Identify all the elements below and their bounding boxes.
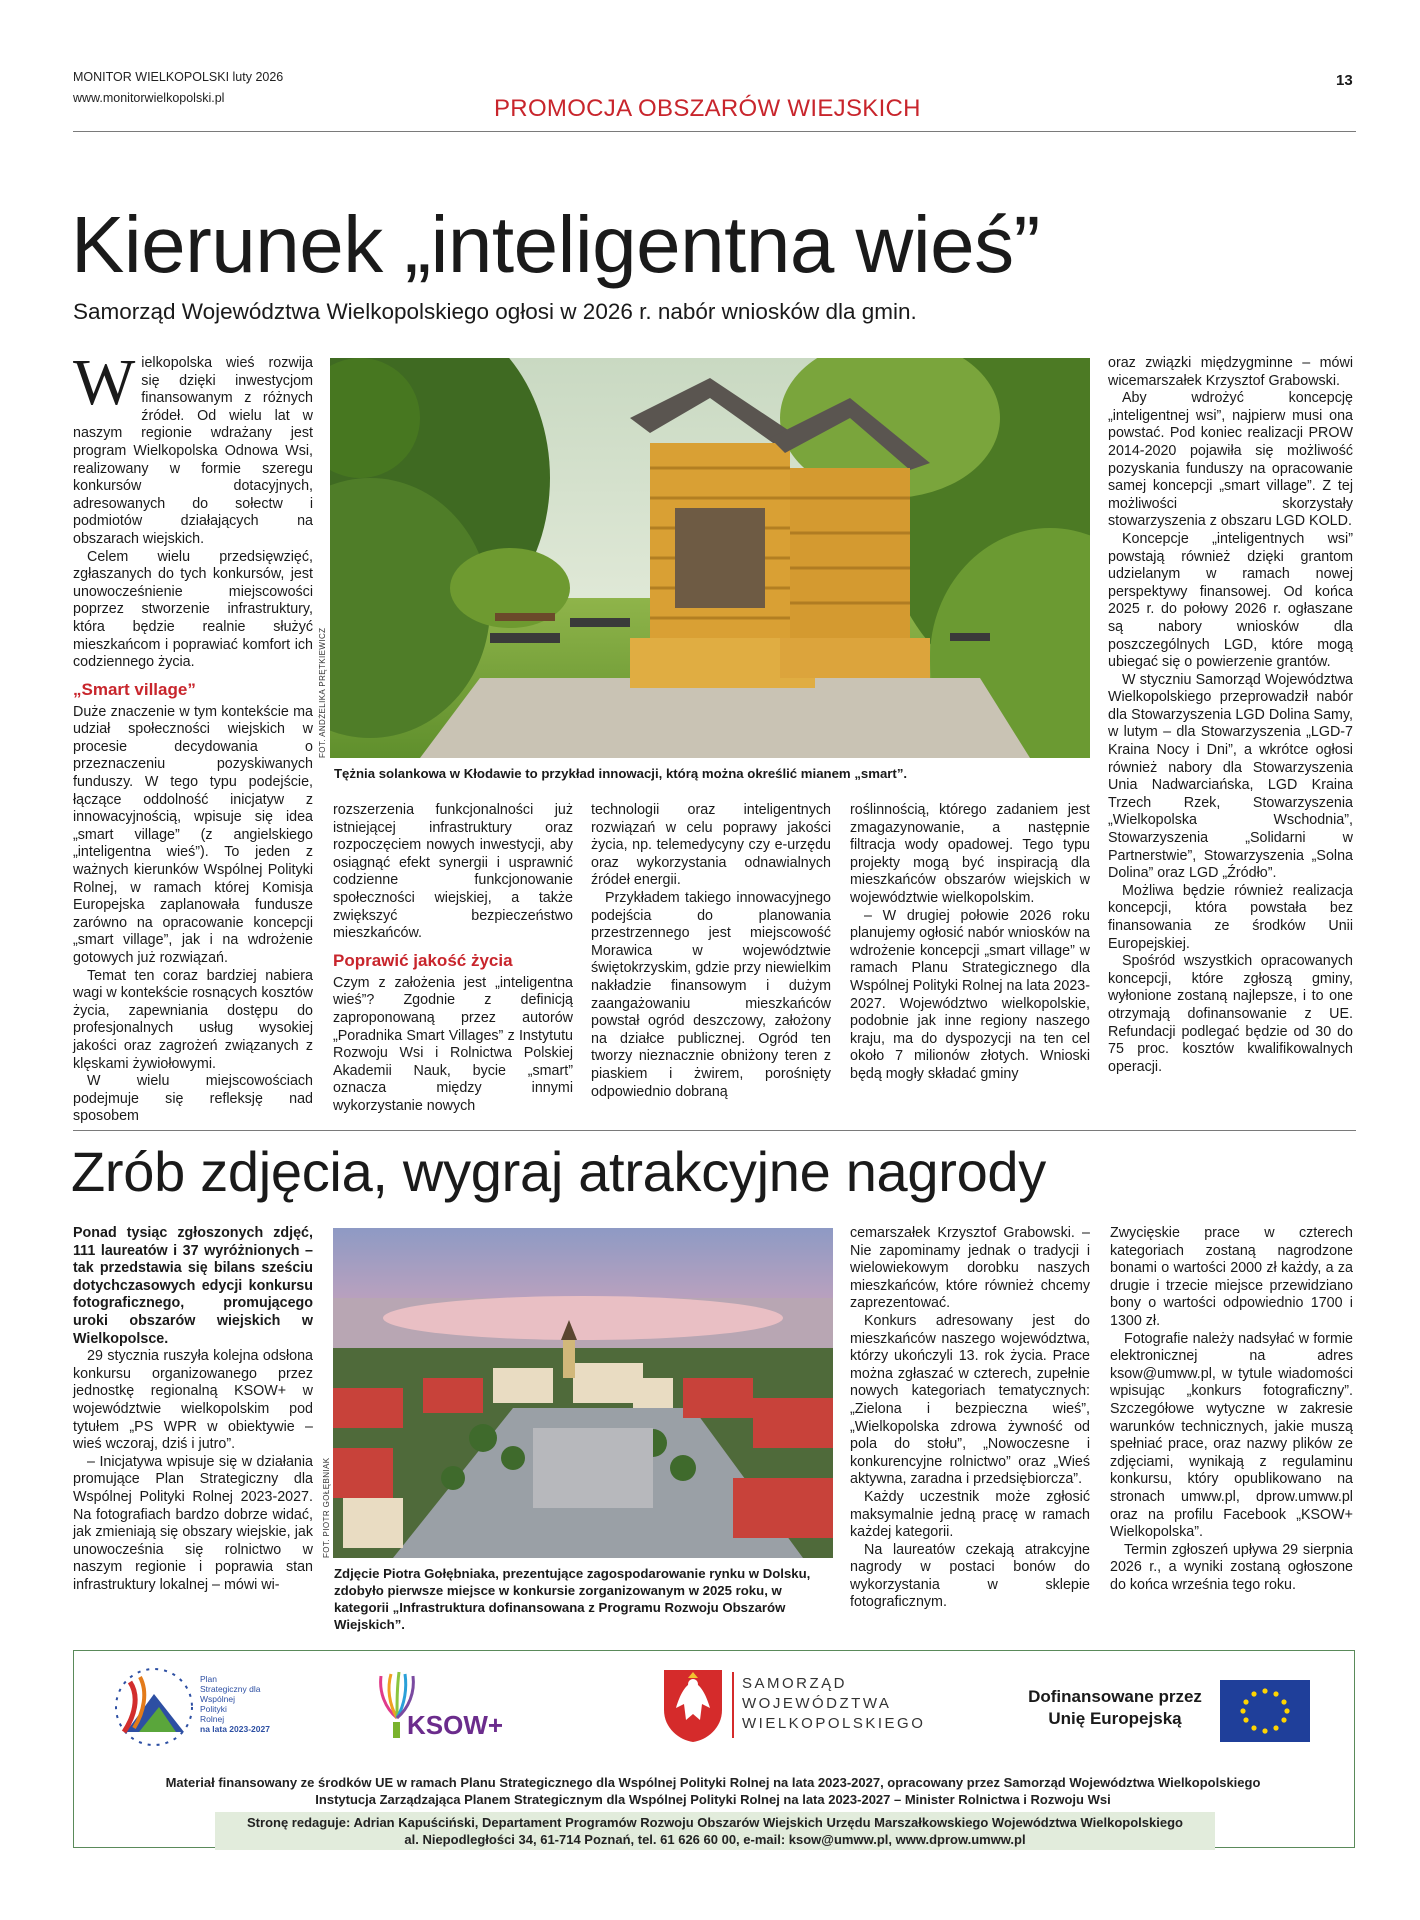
- paragraph: technologii oraz inteligentnych rozwiązań w celu poprawy jakości życia, np. telemedycyny czy e-urzędu oraz wykorzystania odnawialnych źródeł energii.: [591, 802, 831, 889]
- article1-column-3: [591, 802, 831, 1101]
- paragraph: oraz związki międzygminne – mówi wicemarszałek Krzysztof Grabowski.: [1108, 355, 1353, 389]
- section-title: PROMOCJA OBSZARÓW WIEJSKICH: [494, 95, 921, 122]
- article1-photo-credit: FOT. ANDŻELIKA PRĘTKIEWICZ: [318, 627, 327, 758]
- article2-column-4: [1110, 1225, 1353, 1594]
- funding-line: Instytucja Zarządzająca Planem Strategicznym dla Wspólnej Polityki Rolnej na lata 2023-2027 – Minister Rolnictwa i Rozwoju Wsi: [315, 1792, 1111, 1807]
- article2-column-1: [73, 1225, 313, 1594]
- editor-info-box: [215, 1812, 1215, 1850]
- article2-photo: [333, 1228, 833, 1558]
- logo-text-line: na lata 2023-2027: [200, 1724, 270, 1734]
- paragraph: Konkurs adresowany jest do mieszkańców naszego województwa, którzy ukończyli 13. rok życia. Prace można zgłaszać w czterech, zupełnie nowych kategoriach tematycznych: „Zielona i bezpieczna wieś”, „Wielkopolska zdrowa żywność od pola do stołu”, „Nowoczesne i konkurencyjne rolnictwo” oraz „Wieś aktywna, zaradna i przedsiębiorcza”.: [850, 1312, 1090, 1488]
- publication-website[interactable]: www.monitorwielkopolski.pl: [73, 91, 225, 105]
- logo-text-line: Plan: [200, 1674, 218, 1684]
- page-number: 13: [1336, 72, 1353, 89]
- paragraph: Koncepcje „inteligentnych wsi” powstają również dzięki grantom udzielanym w ramach nowej perspektywy finansowej. Od końca 2025 r. do połowy 2026 r. ogłaszane są nabory wniosków dla poszczególnych LGD, które mogą ubiegać się o powierzenie grantów.: [1108, 530, 1353, 671]
- ps-wpr-logo-icon: [104, 1662, 204, 1752]
- header-rule: [73, 131, 1356, 132]
- paragraph: 29 stycznia ruszyła kolejna odsłona konkursu organizowanego przez jednostkę regionalną KSOW+ w województwie wielkopolskim pod tytułem „PS WPR w obiektywie – wieś wczoraj, dziś i jutro”.: [73, 1348, 313, 1453]
- article-divider: [73, 1130, 1356, 1131]
- editor-line[interactable]: al. Niepodległości 34, 61-714 Poznań, tel. 61 626 60 00, e-mail: ksow@umww.pl, www.dprow.umww.pl: [404, 1832, 1026, 1847]
- funding-statement: [73, 1774, 1353, 1808]
- logo-divider: [732, 1672, 734, 1738]
- article1-column-2: [333, 802, 573, 1116]
- article2-photo-caption: Zdjęcie Piotra Gołębniaka, prezentujące zagospodarowanie rynku w Dolsku, zdobyło pierwsze miejsce w konkursie zorganizowanym w 2025 roku, w kategorii „Infrastruktura dofinansowana z Programu Rozwoju Obszarów Wiejskich”.: [334, 1566, 811, 1632]
- article1-photo-caption: Tężnia solankowa w Kłodawie to przykład innowacji, którą można określić mianem „smart”.: [334, 766, 908, 781]
- article1-photo: [330, 358, 1090, 758]
- paragraph: Każdy uczestnik może zgłosić maksymalnie jedną pracę w ramach każdej kategorii.: [850, 1488, 1090, 1541]
- article2-lead: Ponad tysiąc zgłoszonych zdjęć, 111 laureatów i 37 wyróżnionych – tak przedstawia się bilans sześciu dotychczasowych edycji konkursu fotograficznego, promującego uroki obszarów wiejskich w Wielkopolsce.: [73, 1225, 313, 1347]
- paragraph: Celem wielu przedsięwzięć, zgłaszanych do tych konkursów, jest unowocześnienie miejscowości poprzez stworzenie infrastruktury, która będzie realnie służyć mieszkańcom i poprawiać komfort ich codziennego życia.: [73, 548, 313, 671]
- paragraph: Fotografie należy nadsyłać w formie elektronicznej na adres ksow@umww.pl, w tytule wiadomości wpisując „konkurs fotograficzny”. Szczegółowe wytyczne w zakresie warunków technicznych, jakie muszą spełniać prace, oraz nazwy plików ze zdjęciami, wynikają z regulaminu konkursu, który opublikowano na stronach umww.pl, dprow.umww.pl oraz na profilu Facebook „KSOW+ Wielkopolska”.: [1110, 1330, 1353, 1541]
- ksow-logo-text: KSOW+: [407, 1710, 504, 1740]
- paragraph: Duże znaczenie w tym kontekście ma udział społeczności wiejskich w procesie decydowania o przeznaczeniu pozyskiwanych funduszy. W tego typu podejście, łączące oddolność inicjatyw z innowacyjnością, wpisuje się idea „smart village” (z angielskiego „inteligentna wieś”). To jeden z ważnych kierunków Wspólnej Polityki Rolnej, w ramach której Komisja Europejska zaplanowała fundusze zarówno na opracowanie koncepcji „smart village”, jak i na wdrożenie gotowych już rozwiązań.: [73, 703, 313, 966]
- paragraph: Czym z założenia jest „inteligentna wieś”? Zgodnie z definicją zaproponowaną przez autorów „Poradnika Smart Villages” z Instytutu Rozwoju Wsi i Rolnictwa Polskiej Akademii Nauk, bycie „smart” oznacza między innymi wykorzystanie nowych: [333, 974, 573, 1114]
- paragraph: W styczniu Samorząd Województwa Wielkopolskiego przeprowadził nabór dla Stowarzyszenia LGD Dolina Samy, w lutym – dla Stowarzyszenia „LGD-7 Kraina Nocy i Dni”, a wkrótce ogłosi również nabory dla Stowarzyszenia Unia Nadwarciańska, LGD Kraina Trzech Rzek, Stowarzyszenia „Wielkopolska Wschodnia”, Stowarzyszenia „Solidarni w Partnerstwie”, Stowarzyszenia „Solna Dolina” oraz LGD „Źródło”.: [1108, 671, 1353, 882]
- logo-text-line: Polityki: [200, 1704, 227, 1714]
- samorzad-logo: [662, 1668, 926, 1754]
- article2-column-3: [850, 1225, 1090, 1612]
- paragraph: Możliwa będzie również realizacja koncepcji, która powstała bez finansowania ze środków Unii Europejskiej.: [1108, 882, 1353, 952]
- paragraph: W wielu miejscowościach podejmuje się refleksję nad sposobem: [73, 1073, 313, 1125]
- coat-of-arms-icon: [662, 1668, 724, 1744]
- article1-lead: Samorząd Województwa Wielkopolskiego ogłosi w 2026 r. nabór wniosków dla gmin.: [73, 299, 917, 324]
- ps-wpr-logo-text: [200, 1674, 270, 1734]
- eu-logo: [1020, 1680, 1330, 1750]
- paragraph: Temat ten coraz bardziej nabiera wagi w kontekście rosnących kosztów życia, zapewniania dostępu do profesjonalnych usług wysokiej jakości oraz zagrożeń związanych z klęskami żywiołowymi.: [73, 967, 313, 1072]
- town-square-image: [333, 1228, 833, 1558]
- subheading-quality-of-life: Poprawić jakość życia: [333, 950, 513, 970]
- paragraph: Aby wdrożyć koncepcję „inteligentnej wsi”, najpierw musi ona powstać. Pod koniec realizacji PROW 2014-2020 pojawiła się możliwość pozyskania funduszy na opracowanie samej koncepcji „smart village”. Z tej możliwości skorzystały stowarzyszenia z obszaru LGD KOLD.: [1108, 390, 1353, 530]
- paragraph: roślinnością, którego zadaniem jest zmagazynowanie, a następnie filtracja wody opadowej. Tego typu projekty mogą być inspiracją dla mieszkańców obszarów wiejskich w województwie wielkopolskim.: [850, 802, 1090, 906]
- paragraph: Przykładem takiego innowacyjnego podejścia do planowania przestrzennego jest miejscowość Morawica w województwie świętokrzyskim, gdzie przy niewielkim nakładzie finansowym i dużym zaangażowaniu mieszkańców powstał ogród deszczowy, założony na działce publicznej. Ogród ten tworzy nieznacznie obniżony teren z piaskiem i żwirem, porośnięty odpowiednio dobraną: [591, 889, 831, 1100]
- article2-photo-credit: FOT. PIOTR GOŁĘBNIAK: [322, 1457, 331, 1558]
- eu-flag-icon: [1220, 1680, 1310, 1742]
- paragraph: Zwycięskie prace w czterech kategoriach zostaną nagrodzone bonami o wartości 2000 zł każdy, a za drugie i trzecie miejsce przewidziano bony o wartości odpowiednio 1700 i 1300 zł.: [1110, 1225, 1353, 1329]
- logo-text-line: SAMORZĄD: [742, 1675, 848, 1692]
- paragraph: – Inicjatywa wpisuje się w działania promujące Plan Strategiczny dla Wspólnej Polityki Rolnej 2023-2027. Na fotografiach bardzo dobrze widać, jak zmieniają się obszary wiejskie, jak unowocześnia się rolnictwo w naszym regionie i poprawia stan infrastruktury lokalnej – mówi wi-: [73, 1453, 313, 1593]
- logo-text-line: WIELKOPOLSKIEGO: [742, 1715, 926, 1732]
- logo-text-line: Wspólnej: [200, 1694, 235, 1704]
- eu-line: Unię Europejską: [1048, 1709, 1182, 1728]
- article1-column-5: [1108, 355, 1353, 1076]
- article1-column-4: [850, 802, 1090, 1084]
- eu-logo-text: [1020, 1686, 1210, 1730]
- ps-wpr-logo: [104, 1662, 294, 1752]
- graduation-tower-image: [330, 358, 1090, 758]
- editor-line: Stronę redaguje: Adrian Kapuściński, Departament Programów Rozwoju Obszarów Wiejskich Urzędu Marszałkowskiego Województwa Wielkopolskiego: [247, 1815, 1183, 1830]
- paragraph: ielkopolska wieś rozwija się dzięki inwestycjom finansowanym z różnych źródeł. Od wielu lat w naszym regionie wdrażany jest program Wielkopolska Odnowa Wsi, realizowany w formie szeregu konkursów dotacyjnych, adresowanych do sołectw i podmiotów działających na obszarach wiejskich.: [73, 355, 313, 547]
- funding-line: Materiał finansowany ze środków UE w ramach Planu Strategicznego dla Wspólnej Polityki Rolnej na lata 2023-2027, opracowany przez Samorząd Województwa Wielkopolskiego: [165, 1775, 1261, 1790]
- article1-title: Kierunek „inteligentna wieś”: [71, 200, 1040, 289]
- article2-title: Zrób zdjęcia, wygraj atrakcyjne nagrody: [71, 1140, 1046, 1203]
- eu-line: Dofinansowane przez: [1028, 1687, 1202, 1706]
- subheading-smart-village: „Smart village”: [73, 679, 196, 699]
- logo-text-line: Rolnej: [200, 1714, 225, 1724]
- dropcap: W: [73, 346, 136, 419]
- paragraph: Spośród wszystkich opracowanych koncepcji, które zgłoszą gminy, wyłonione zostaną najlepsze, i to one otrzymają dofinansowanie z UE. Refundacji podlegać będzie od 30 do 75 proc. kosztów kwalifikowalnych operacji.: [1108, 953, 1353, 1075]
- article1-column-1: [73, 346, 313, 1126]
- paragraph: – W drugiej połowie 2026 roku planujemy ogłosić nabór wniosków na wdrożenie koncepcji „smart village” w ramach Planu Strategicznego dla Wspólnej Polityki Rolnej na lata 2023-2027. Województwo wielkopolskie, podobnie jak inne regiony naszego kraju, ma do dyspozycji na ten cel około 7 milionów złotych. Wnioski będą mogły składać gminy: [850, 907, 1091, 1082]
- paragraph: Na laureatów czekają atrakcyjne nagrody w postaci bonów do wykorzystania w sklepie fotograficznym.: [850, 1541, 1090, 1611]
- logo-text-line: Strategiczny dla: [200, 1684, 261, 1694]
- samorzad-logo-text: [742, 1674, 925, 1734]
- publication-name: MONITOR WIELKOPOLSKI luty 2026: [73, 70, 284, 84]
- paragraph: Termin zgłoszeń upływa 29 sierpnia 2026 r., a wyniki zostaną ogłoszone do końca września tego roku.: [1110, 1541, 1353, 1593]
- paragraph: cemarszałek Krzysztof Grabowski. – Nie zapominamy jednak o tradycji i wielowiekowym dorobku naszych mieszkańców, które również chcemy zaprezentować.: [850, 1225, 1090, 1312]
- paragraph: rozszerzenia funkcjonalności już istniejącej infrastruktury oraz rozpoczęciem nowych inwestycji, aby osiągnąć efekt synergii i usprawnić codzienne funkcjonowanie społeczności wiejskiej, a także zwiększyć bezpieczeństwo mieszkańców.: [333, 802, 573, 942]
- ksow-logo: [375, 1670, 535, 1750]
- logo-text-line: WOJEWÓDZTWA: [742, 1695, 892, 1712]
